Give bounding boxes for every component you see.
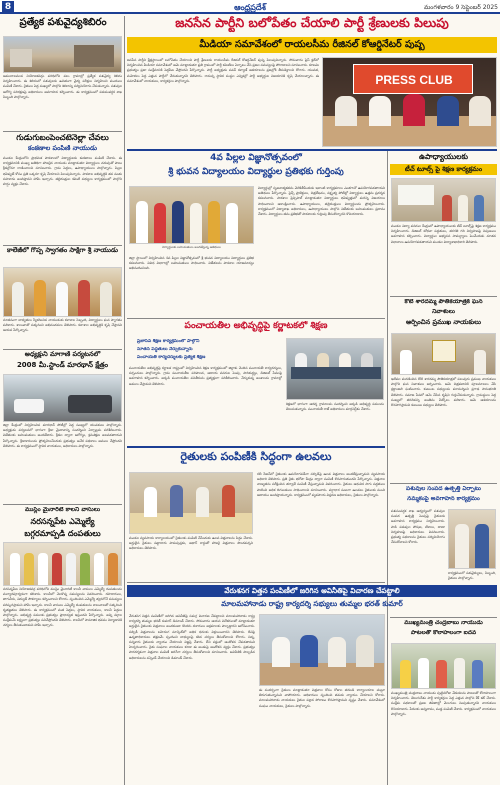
story-subheadline: నరసన్నపేట ఎమ్మెల్యే — [30, 517, 95, 526]
person-shape — [418, 658, 429, 689]
person-shape — [172, 201, 184, 243]
story-body: రబీ సీజన్‌లో రైతులకు ఉపయోగపడేలా సబ్సిడీపై ఉలవ విత్తనాలు అందజేస్తున్నామని వ్యవసాయ అధికారి తెలిపారు. ప్రతి రైతు భరోసా కేంద్రం ద్వారా పంపిణీ కొనసాగుతుందని పేర్కొన్నారు. విత్తనాల నాణ్యతను పరీక్షించిన తర్వాతే పంపిణీ చేస్తున్నామని వివరించారు. రైతులు ఆధునిక సాగు పద్ధతులు పాటించి అధిక దిగుబడులు సాధించాలని సూచించారు. వర్షాధార పంటగా ఉలవలు రైతులకు మంచి ఆదాయం అందిస్తాయన్నారు. కార్యక్రమంలో వ్యవసాయ విస్తరణ అధికారులు, రైతులు పాల్గొన్నారు. — [257, 472, 385, 497]
section-rule — [390, 296, 497, 297]
press-conference-photo — [259, 614, 385, 686]
person-shape — [78, 280, 90, 316]
story-headline: కాలేజీలో గొప్ప స్వాగతం సాక్షిగా శ్రీ నాయుడు — [6, 247, 119, 254]
person-shape — [38, 553, 48, 585]
story-body: జిల్లా స్థాయిలో నిర్వహించిన 4వ పిల్లల విజ్ఞానోత్సవంలో శ్రీ భువన విద్యాలయం విద్యార్థులు ప్రతిభ కనబరిచారు. వివిధ విభాగాల్లో బహుమతులు సాధించారు. విజేతలను పాఠశాల యాజమాన్యం అభినందించింది. — [129, 256, 254, 271]
welcome-event-photo — [3, 267, 122, 317]
person-shape — [56, 282, 68, 316]
person-shape — [454, 658, 465, 689]
vehicle-shape — [68, 395, 112, 413]
person-shape — [403, 94, 425, 126]
building-shape — [10, 49, 32, 67]
page-number: 8 — [2, 1, 14, 13]
person-shape — [442, 195, 452, 221]
person-shape — [361, 353, 373, 367]
tribute-photo — [391, 333, 496, 375]
story-headline: వేరుశనగ విత్తన పంపిణీలో జరిగిన అవినీతిపై విచారణ చేపట్టాలి — [127, 585, 497, 597]
story-headline: కోటి శారదమ్మ పౌతికయాత్రకి ఘన — [404, 299, 483, 305]
story-body: నరసన్నపేట నియోజకవర్గ పరిధిలోని ముస్లిం మైనారిటీ కాలనీ వాసులు ఎమ్మెల్యే దంపతులను మర్యాదపూర్వకంగా కలిశారు. కాలనీలో నెలకొన్న సమస్యలను వివరించారు. రహదారులు, తాగునీరు, విద్యుత్ సౌకర్యాలు కల్పించాలని కోరారు. స్పందించిన ఎమ్మెల్యే త్వరలోనే సమస్యలు పరిష్కరిస్తామని హామీ ఇచ్చారు. కాలనీ వాసులు ఎమ్మెల్యే దంపతులను శాలువాలతో సత్కరించి కృతజ్ఞతలు తెలిపారు. ఈ కార్యక్రమంలో మత పెద్దలు, స్థానిక నాయకులు, కాలనీ పెద్దలు పాల్గొన్నారు. అభివృద్ధి పనులకు ప్రభుత్వం ప్రాధాన్యత ఇస్తుందని పేర్కొన్నారు. అన్ని వర్గాల సంక్షేమమే లక్ష్యంగా ప్రభుత్వం పనిచేస్తోందని తెలిపారు. కాలనీలో సామాజిక భవనం నిర్మాణానికి చర్యలు తీసుకుంటామని హామీ ఇచ్చారు. — [3, 587, 122, 628]
story-subheadline: పాటలతో కోలాహలంగా ఐదవ — [410, 630, 477, 636]
story-headline: గుడుగుబంపెంచటెనెల్లా చేవలు — [16, 133, 109, 142]
story-body: మండల కేంద్రంలోని ప్రాథమిక పాఠశాలలో విద్యార్థులకు కంకణాలు పంపిణీ చేశారు. ఈ కార్యక్రమానికి ముఖ్య అతిథిగా హాజరైన నాయుడు మాట్లాడుతూ విద్యార్థులు చదువుతో పాటు క్రీడల్లోనూ రాణించాలని సూచించారు. గ్రామ పెద్దలు, ఉపాధ్యాయులు పాల్గొన్నారు. పిల్లల భవిష్యత్ కోసం ప్రతి ఒక్కరూ కృషి చేయాలని పిలుపునిచ్చారు. పాఠశాల అభివృద్ధికి తన వంతు సహకారం అందిస్తానని హామీ ఇచ్చారు. తల్లిదండ్రుల కమిటీ సభ్యులు కార్యక్రమంలో పాల్గొని హర్షం వ్యక్తం చేశారు. — [3, 156, 122, 187]
person-shape — [300, 635, 318, 667]
person-shape — [196, 487, 209, 517]
story-body: విద్యార్థుల్లో సృజనాత్మకతను వెలికితీసేందుకు ఇలాంటి కార్యక్రమాలు ఎంతగానో ఉపయోగపడతాయని అతిథులు పేర్కొన్నారు. సైన్స్ ప్రాజెక్టులు, చిత్రలేఖనం, వక్తృత్వ పోటీల్లో విద్యార్థులు ఉత్తమ ప్రదర్శన కనబరిచారు. పాఠశాల ప్రిన్సిపాల్ మాట్లాడుతూ విద్యార్థులు భవిష్యత్తులో మరిన్ని విజయాలు సాధించాలని ఆకాంక్షించారు. ఉపాధ్యాయులు, తల్లిదండ్రులు విద్యార్థులను ప్రోత్సహించారు. కార్యక్రమంలో విద్యాశాఖ అధికారులు, ఉపాధ్యాయులు పాల్గొని విజేతలకు బహుమతులు ప్రదానం చేశారు. విద్యార్థులు తమ ప్రతిభతో పాఠశాలకు గుర్తింపు తీసుకొచ్చారని కొనియాడారు. — [258, 186, 385, 217]
story-subheadline: అర్పించిన ప్రముఖ నాయకులు — [405, 319, 482, 326]
person-shape — [10, 553, 20, 585]
story-body: మండల విద్యా వనరుల కేంద్రంలో ఉపాధ్యాయులకు టీచ్ టూల్స్‌పై శిక్షణ కార్యక్రమం నిర్వహించారు. డిజిటల్ బోధనా పద్ధతులు, తరగతి గది నిర్వహణపై నిపుణులు అవగాహన కల్పించారు. విద్యార్థుల అభ్యసన సామర్థ్యాలు పెంచేందుకు నూతన విధానాలు ఉపయోగపడతాయని మండల విద్యాశాఖాధికారి తెలిపారు. — [391, 224, 496, 244]
person-shape — [94, 553, 104, 585]
person-shape — [222, 485, 235, 517]
column-divider-right — [387, 150, 388, 785]
person-shape — [474, 195, 484, 221]
story-body: ఇటీవల మరణించిన కోటి శారదమ్మ పౌతికయాత్రలో పలువురు ప్రముఖ నాయకులు పాల్గొని ఘన నివాళులు అర్పించారు. ఆమె చిత్రపటానికి పూలమాలలు వేసి శ్రద్ధాంజలి ఘటించారు. కుటుంబ సభ్యులను పరామర్శించి ప్రగాఢ సానుభూతి తెలిపారు. సమాజ సేవలో ఆమె చేసిన కృషిని గుర్తుచేసుకున్నారు. గ్రామస్థులు పెద్ద సంఖ్యలో తరలివచ్చి అంతిమ వీడ్కోలు పలికారు. ఆమె ఆశయాలను కొనసాగిస్తామని కుటుంబ సభ్యులు తెలిపారు. — [391, 377, 496, 408]
issue-date: మంగళవారం 9 సెప్టెంబర్ 2025 — [423, 4, 498, 11]
vehicle-shape — [14, 399, 44, 413]
section-rule — [127, 582, 385, 583]
person-shape — [52, 553, 62, 585]
section-rule — [3, 245, 122, 246]
school-award-photo — [129, 186, 254, 244]
person-shape — [272, 637, 290, 667]
person-shape — [136, 201, 148, 243]
paper-name: ఆంధ్రప్రదేశ్ — [234, 2, 266, 12]
photo-caption: విద్యార్థులకు బహుమతులు అందజేస్తున్న అతిథులు — [162, 245, 221, 249]
person-shape — [208, 201, 220, 243]
story-body: పశుసంవర్ధక శాఖ ఆధ్వర్యంలో పశువుల సంపద ఉత్పత్తి పెంపుపై రైతులకు అవగాహన కార్యక్రమం నిర్వహించారు. పాడి పశువుల పోషణ, టీకాలు, దాణా నిర్వహణపై అధికారులు వివరించారు. ప్రభుత్వ పథకాలను రైతులు సద్వినియోగం చేసుకోవాలని కోరారు. — [391, 509, 445, 545]
story-headline: ఉపాధ్యాయులకు — [418, 153, 469, 161]
banner-text: PRESS CLUB — [375, 73, 453, 87]
story-headline: రైతులకు పంపిణీకి సిద్ధంగా ఉలవలు — [180, 451, 332, 463]
story-body: నూతనంగా బాధ్యతలు స్వీకరించిన నాయుడుకు కళాశాల సిబ్బంది, విద్యార్థులు ఘన స్వాగతం పలికారు. శాలువాతో సత్కరించి అభినందనలు తెలిపారు. కళాశాల అభివృద్ధికి కృషి చేస్తానని ఆయన పేర్కొన్నారు. — [3, 318, 122, 333]
person-shape — [317, 353, 329, 367]
person-shape — [356, 635, 374, 667]
story-body: ముఖ్యమంత్రి చంద్రబాబు నాయుడు పుట్టినరోజు వేడుకలను పాటలతో కోలాహలంగా నిర్వహించారు. తెలుగుదేశం పార్టీ కార్యకర్తలు పెద్ద ఎత్తున పాల్గొని కేక్ కట్ చేశారు. సంక్షేమ పథకాలతో ప్రజల జీవితాల్లో వెలుగులు నింపుతున్నారని నాయకులు కొనియాడారు. పేదలకు అన్నదానం, పండ్ల పంపిణీ చేశారు. కార్యక్రమంలో నాయకులు పాల్గొన్నారు. — [391, 691, 496, 716]
seed-distribution-photo — [129, 472, 253, 534]
lead-story-body: జనసేన పార్టీని క్షేత్రస్థాయిలో బలోపేతం చేయాలని పార్టీ శ్రేణులకు రాయలసీమ రీజినల్ కోఆర్డినేటర్ పుష్ప పిలుపునిచ్చారు. సోమవారం ప్రెస్ క్లబ్‌లో నిర్వహించిన మీడియా సమావేశంలో ఆమె మాట్లాడుతూ ప్రతి గ్రామంలో పార్టీ కమిటీలు ఏర్పాటు చేసి ప్రజల సమస్యలపై పోరాడాలని సూచించారు. కూటమి ప్రభుత్వం ప్రజా సంక్షేమానికి పెద్దపీట వేస్తోందని పేర్కొన్నారు. పార్టీ అధ్యక్షుడు పవన్ కళ్యాణ్ ఆశయాలను ప్రజల్లోకి తీసుకెళ్లాలని కోరారు. యువత, మహిళలు పెద్ద ఎత్తున పార్టీలో చేరుతున్నారని తెలిపారు. రానున్న స్థానిక సంస్థల ఎన్నికల్లో పార్టీ అభ్యర్థుల విజయానికి కృషి చేయాలన్నారు. ఈ సమావేశంలో నాయకులు, కార్యకర్తలు పాల్గొన్నారు. — [127, 58, 319, 83]
story-body: ఈ సందర్భంగా రైతులు మాట్లాడుతూ విత్తనాల కోసం రోజుల తరబడి కార్యాలయాల చుట్టూ తిరుగుతున్నామని వాపోయారు. అధికారులు స్పందించి తమకు న్యాయం చేయాలని కోరారు. మాలమహానాడు నాయకులు రైతుల పక్షాన పోరాటం కొనసాగిస్తామని స్పష్టం చేశారు. సమావేశంలో సంఘం నాయకులు, రైతులు పాల్గొన్నారు. — [259, 688, 385, 708]
person-shape — [108, 553, 118, 585]
section-rule — [3, 131, 122, 132]
story-kicker: ప్రజాసేవ శిక్షణ కార్యక్రమంలో పాల్గొని — [137, 339, 200, 344]
person-shape — [437, 96, 459, 126]
column-divider-left — [124, 16, 125, 785]
story-subheadline: బగ్గరమాప్పడి దంపతులు — [24, 529, 101, 538]
mla-couple-photo — [3, 542, 122, 586]
story-subheadline: 2008 మీ.స్టాండ్ మారథాన్ క్షేత్రం — [16, 361, 109, 369]
story-headline: పశువుల సంపద ఉత్పత్తి ఏర్పాటు — [406, 486, 481, 492]
person-shape — [400, 350, 412, 375]
person-shape — [472, 660, 483, 689]
press-meet-photo — [322, 57, 497, 147]
section-rule — [390, 617, 497, 618]
story-body: జిల్లా కేంద్రంలో నిర్వహించిన మారథాన్ పోటీల్లో పెద్ద సంఖ్యలో యువకులు పాల్గొన్నారు. అధ్యక్షుడు పర్యటనలో భాగంగా క్రీడా మైదానాన్ని సందర్శించి ఏర్పాట్లను పరిశీలించారు. విజేతలకు బహుమతులు అందజేశారు. క్రీడల ద్వారా ఆరోగ్యం, క్రమశిక్షణ అలవడతాయని పేర్కొన్నారు. క్రీడాకారులను ప్రోత్సహించేందుకు ప్రభుత్వం అనేక పథకాలు అమలు చేస్తోందని తెలిపారు. ఈ కార్యక్రమంలో స్థానిక నాయకులు, అధికారులు పాల్గొన్నారు. — [3, 423, 122, 448]
story-headline: ప్రత్యేక పశువైద్యశిబిరం — [19, 17, 107, 28]
livestock-awareness-photo — [448, 509, 496, 569]
table-shape — [291, 367, 381, 379]
person-shape — [34, 280, 46, 316]
person-shape — [66, 553, 76, 585]
person-shape — [170, 485, 183, 517]
person-shape — [335, 96, 357, 126]
story-headline: పంచాయతీల అభివృద్ధిపై కర్ణాటకలో శిక్షణ — [184, 321, 328, 331]
person-shape — [100, 282, 112, 316]
person-shape — [475, 524, 489, 568]
crowd-shape — [74, 45, 114, 67]
story-subheadline: శ్రీ భువన విద్యాలయం విద్యార్థుల ప్రతిభకు గుర్తింపు — [168, 167, 344, 177]
section-rule — [3, 349, 122, 350]
person-shape — [339, 353, 351, 367]
story-subheadline: మాలమహానాడు రాష్ట్ర కార్యదర్శి సభ్యులు తుమ్మల భరత్ కుమార్ — [221, 599, 403, 608]
teacher-training-photo — [391, 178, 496, 222]
person-shape — [436, 660, 447, 689]
section-rule — [127, 318, 385, 319]
story-subheadline: టీచ్ టూల్స్ పై శిక్షణ కార్యక్రమం — [390, 164, 497, 175]
person-shape — [469, 96, 491, 126]
marathon-photo — [3, 374, 122, 422]
lead-subheadline: మీడియా సమావేశంలో రాయలసీమ రీజినల్ కోఆర్డినేటర్ పుష్ప — [127, 37, 497, 53]
story-subheadline: కంకణాల పంపిణీ నాయుడు — [27, 145, 98, 152]
story-body: మండల వ్యవసాయ కార్యాలయంలో రైతులకు పంపిణీ చేసేందుకు ఉలవ విత్తనాలను సిద్ధం చేశారు. అర్హులైన రైతులు పట్టాదారు పాసుపుస్తకం, ఆధార్ కార్డుతో హాజరై విత్తనాలు పొందవచ్చని అధికారులు తెలిపారు. — [129, 536, 253, 551]
story-body: కార్యక్రమంలో పశువైద్యులు, సిబ్బంది, రైతులు పాల్గొన్నారు. — [448, 571, 496, 581]
story-body: ఆముదాలవలస నియోజకవర్గం పరిధిలోని పలు గ్రామాల్లో ప్రత్యేక పశువైద్య శిబిరం నిర్వహించారు. ఈ శిబిరంలో పశువులకు ఉచితంగా వైద్య పరీక్షలు నిర్వహించి మందులు పంపిణీ చేశారు. రైతులు పెద్ద సంఖ్యలో పాల్గొని శిబిరాన్ని సద్వినియోగం చేసుకున్నారు. పశువుల ఆరోగ్య పరిరక్షణపై అధికారులు అవగాహన కల్పించారు. ఈ కార్యక్రమంలో పశుసంవర్ధక శాఖ సిబ్బంది పాల్గొన్నారు. — [3, 74, 122, 99]
story-kicker: నూతన పద్ధతులు నేర్చుకున్నారు — [137, 347, 193, 352]
person-shape — [12, 282, 24, 316]
veterinary-camp-photo — [3, 36, 122, 73]
person-shape — [295, 353, 307, 367]
story-headline: ముస్లిం మైనారిటీ కాలనీ వాసులు — [24, 507, 101, 513]
person-shape — [328, 637, 346, 667]
section-rule — [390, 483, 497, 484]
story-headline: అధ్యక్షుని మాగాణి పర్యటనలో — [24, 351, 101, 358]
story-headline: 4వ పిల్లల విజ్ఞానోత్సవంలో — [210, 153, 302, 163]
celebration-photo — [391, 643, 496, 689]
story-body: పంచాయతీల అభివృద్ధిపై కర్ణాటక రాష్ట్రంలో నిర్వహించిన శిక్షణ కార్యక్రమంలో జిల్లాకు చెందిన పంచాయతీ కార్యదర్శులు, సర్పంచులు పాల్గొన్నారు. గ్రామ పంచాయతీల పరిపాలన, ఆదాయ వనరుల పెంపు, పారిశుద్ధ్యం, డిజిటల్ సేవలపై అవగాహన కల్పించారు. అక్కడి పంచాయతీల పనితీరును ప్రత్యక్షంగా పరిశీలించారు. నేర్చుకున్న అంశాలను గ్రామాల్లో అమలు చేస్తామని తెలిపారు. — [129, 366, 282, 386]
lead-headline: జనసేన పార్టీని బలోపేతం చేయాలి పార్టీ శ్రేణులకు పిలుపు — [175, 16, 449, 30]
person-shape — [400, 660, 411, 689]
story-headline: ముఖ్యమంత్రి చంద్రబాబు నాయుడు — [404, 620, 483, 626]
person-shape — [24, 553, 34, 585]
training-session-photo — [286, 338, 384, 400]
person-shape — [154, 203, 166, 243]
person-shape — [474, 350, 486, 375]
person-shape — [458, 195, 468, 221]
press-club-banner — [353, 64, 473, 94]
section-rule — [127, 446, 385, 448]
person-shape — [369, 96, 391, 126]
story-subheadline: నివాళులు — [432, 309, 455, 315]
story-subheadline: నమ్మకంపై అవగాహన కార్యక్రమం — [407, 496, 480, 502]
person-shape — [80, 553, 90, 585]
section-rule — [3, 504, 122, 505]
person-shape — [455, 524, 469, 568]
story-kicker: పంచాయతీ కార్యదర్శులకు ప్రత్యేక శిక్షణ — [137, 355, 206, 360]
story-body: శిక్షణలో భాగంగా ఆదర్శ గ్రామాలను సందర్శించి అక్కడి అభివృద్ధి పనులను తెలుసుకున్నారు. పంచాయతీ రాజ్ అధికారులు మార్గనిర్దేశం చేశారు. — [286, 402, 384, 412]
person-shape — [226, 203, 238, 243]
screen-shape — [398, 185, 434, 205]
story-body: వేరుశనగ విత్తన పంపిణీలో జరిగిన అవినీతిపై సమగ్ర విచారణ చేపట్టాలని మాలమహానాడు రాష్ట్ర కార్యదర్శి తుమ్మల భరత్ కుమార్ డిమాండ్ చేశారు. సోమవారం ఆయన విలేకరులతో మాట్లాడుతూ అర్హులైన రైతులకు విత్తనాలు అందకుండా కొందరు దళారులు అక్రమాలకు పాల్పడ్డారని ఆరోపించారు. సబ్సిడీ విత్తనాలను బహిరంగ మార్కెట్‌లో అధిక ధరలకు విక్రయించారని తెలిపారు. దీనిపై ఉన్నతాధికారులు తక్షణమే స్పందించి బాధ్యులపై కఠిన చర్యలు తీసుకోవాలని కోరారు. చిన్న, సన్నకారు రైతులకు న్యాయం చేయాలని విజ్ఞప్తి చేశారు. లేని పక్షంలో ఆందోళన చేపడతామని హెచ్చరించారు. రైతు సంఘాల నాయకులు కూడా ఈ అంశంపై ఆందోళన వ్యక్తం చేశారు. ప్రభుత్వం పారదర్శకంగా విత్తనాల పంపిణీ జరిగేలా చర్యలు తీసుకోవాలని సూచించారు. అవినీతికి పాల్పడిన అధికారులను సస్పెండ్ చేయాలని డిమాండ్ చేశారు. — [129, 614, 255, 660]
portrait-shape — [432, 340, 456, 362]
person-shape — [144, 487, 157, 517]
section-rule — [127, 149, 497, 151]
person-shape — [190, 203, 202, 243]
